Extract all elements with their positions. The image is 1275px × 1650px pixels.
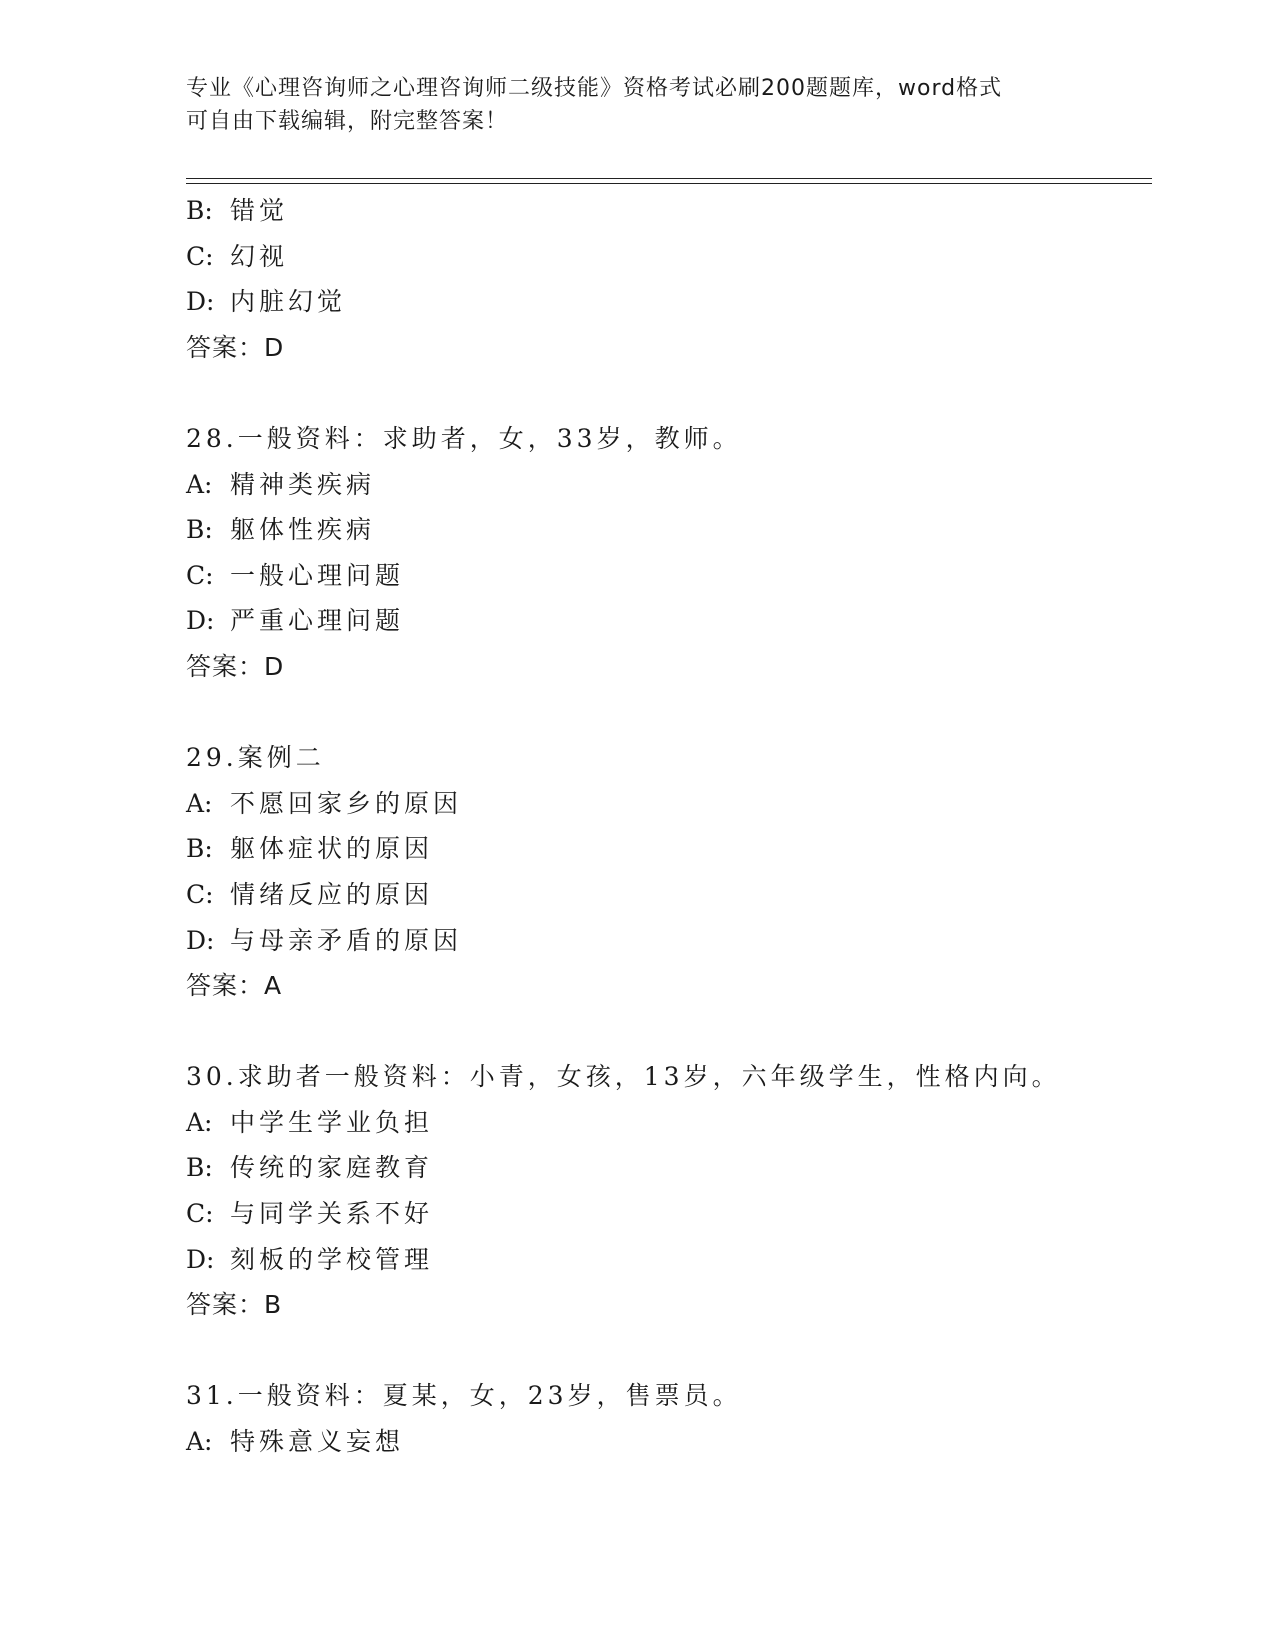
option-row [186, 918, 1146, 964]
question-text: 31.一般资料：夏某，女，23岁，售票员。 [186, 1381, 742, 1411]
option-text: 与母亲矛盾的原因 [230, 925, 463, 955]
option-letter: C: [186, 560, 214, 590]
option-text: 不愿回家乡的原因 [230, 788, 463, 818]
answer-line: 答案：B [186, 1290, 283, 1320]
option-row [186, 1100, 1146, 1146]
option-letter: C: [186, 1199, 214, 1229]
answer-line: 答案：A [186, 971, 283, 1001]
option-row [186, 553, 1146, 599]
option-text: 躯体症状的原因 [230, 834, 434, 864]
option-letter: B: [186, 515, 213, 545]
option-row [186, 781, 1146, 827]
option-row [186, 1237, 1146, 1283]
option-letter: A: [186, 1427, 213, 1457]
question-text: 28.一般资料：求助者，女，33岁，教师。 [186, 423, 742, 453]
document-header [186, 72, 1066, 138]
option-row [186, 1145, 1146, 1191]
option-row [186, 234, 1146, 280]
option-text: 严重心理问题 [230, 606, 405, 636]
spacer [186, 690, 1146, 736]
option-letter: D: [186, 1244, 215, 1274]
option-text: 一般心理问题 [230, 560, 405, 590]
spacer [186, 1009, 1146, 1055]
spacer [186, 1328, 1146, 1374]
option-row [186, 279, 1146, 325]
header-divider-top [186, 178, 1152, 179]
option-letter: B: [186, 834, 213, 864]
option-letter: A: [186, 788, 213, 818]
answer-line: 答案：D [186, 332, 285, 362]
option-letter: B: [186, 1153, 213, 1183]
option-letter: D: [186, 925, 215, 955]
option-text: 传统的家庭教育 [230, 1153, 434, 1183]
option-letter: A: [186, 469, 213, 499]
option-row [186, 462, 1146, 508]
header-line-2: 可自由下载编辑，附完整答案！ [186, 109, 509, 134]
answer-line: 答案：D [186, 651, 285, 681]
option-row [186, 1419, 1146, 1465]
option-text: 特殊意义妄想 [230, 1427, 405, 1457]
option-row [186, 1191, 1146, 1237]
option-row [186, 598, 1146, 644]
spacer [186, 370, 1146, 416]
option-text: 内脏幻觉 [230, 287, 347, 317]
option-letter: D: [186, 606, 215, 636]
option-text: 躯体性疾病 [230, 515, 376, 545]
option-text: 情绪反应的原因 [230, 879, 434, 909]
question-list [186, 188, 1146, 1465]
question-text: 29.案例二 [186, 743, 325, 773]
option-row [186, 826, 1146, 872]
option-letter: D: [186, 287, 215, 317]
header-divider-bottom [186, 183, 1152, 184]
option-text: 错觉 [230, 196, 289, 225]
option-row [186, 507, 1146, 553]
option-text: 幻视 [230, 241, 289, 271]
option-text: 精神类疾病 [230, 469, 376, 499]
option-row [186, 872, 1146, 918]
option-text: 中学生学业负担 [230, 1107, 434, 1137]
header-line-1: 专业《心理咨询师之心理咨询师二级技能》资格考试必刷200题题库，word格式 [186, 76, 1003, 101]
option-letter: C: [186, 879, 214, 909]
option-text: 刻板的学校管理 [230, 1244, 434, 1274]
option-text: 与同学关系不好 [230, 1199, 434, 1229]
option-row [186, 188, 1146, 234]
option-letter: C: [186, 241, 214, 271]
question-text: 30.求助者一般资料：小青，女孩，13岁，六年级学生，性格内向。 [186, 1062, 1061, 1092]
option-letter: A: [186, 1107, 213, 1137]
option-letter: B: [186, 196, 213, 225]
